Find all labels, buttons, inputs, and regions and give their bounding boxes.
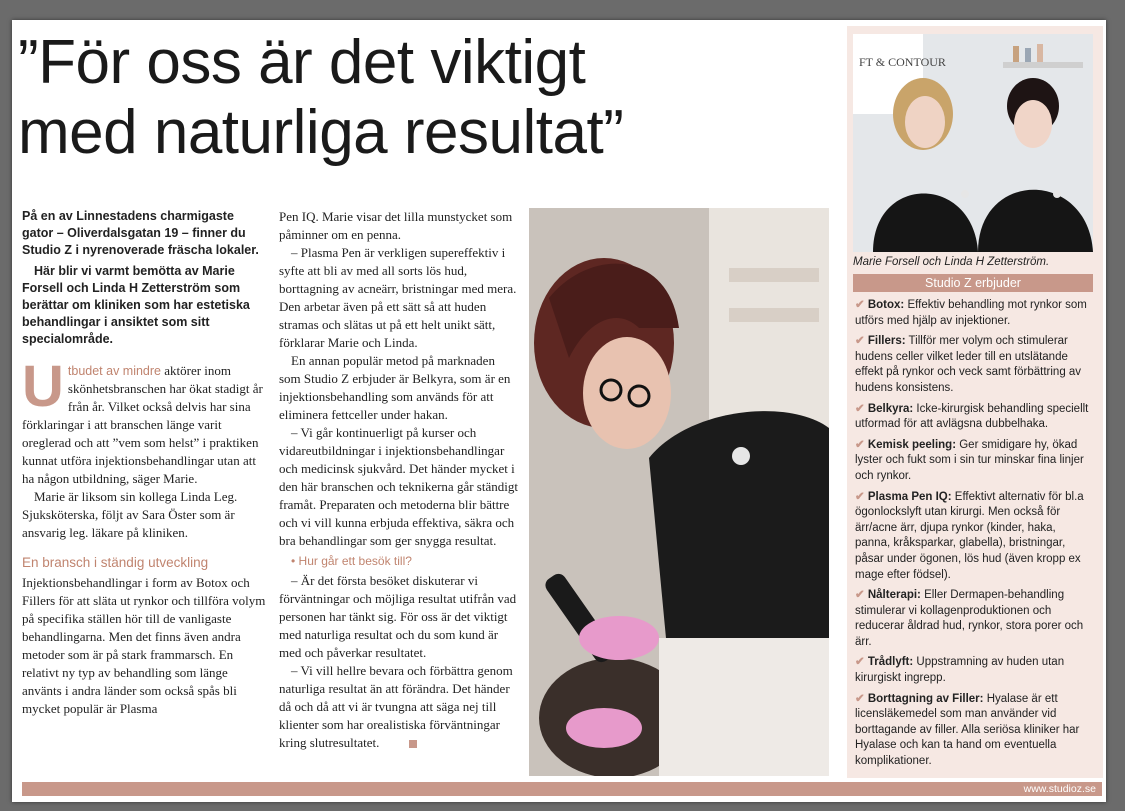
body-paragraph-9-text: – Vi vill hellre bevara och förbättra genom naturliga resultat än att förändra. Det händer då och då att vi är tvungna att säga nej till klienter som har orealistiska förväntningar kring slutresultatet.	[279, 663, 513, 750]
article-column-1	[22, 208, 267, 718]
service-description: Tillför mer volym och stimulerar hudens celler vilket leder till en utslätande effekt på rynkor och veck samt förbättring av hudens konsistens.	[855, 335, 1082, 394]
body-intro	[22, 354, 267, 488]
service-list	[855, 298, 1093, 775]
service-name: Nålterapi:	[867, 589, 921, 602]
service-name: Belkyra:	[867, 402, 914, 415]
service-name: Trådlyft:	[867, 656, 914, 669]
service-item	[855, 692, 1093, 770]
staff-photo	[853, 34, 1093, 252]
service-name: Plasma Pen IQ:	[867, 490, 952, 503]
headline-line-2: med naturliga resultat”	[18, 98, 624, 167]
service-item	[855, 655, 1093, 686]
salon-sign-text: FT & CONTOUR	[859, 55, 946, 69]
lead-paragraph-1: På en av Linnestadens charmigaste gator – Oliverdalsgatan 19 – finner du Studio Z i nyrenoverade fräscha lokaler.	[22, 209, 259, 257]
check-icon: ✔	[855, 589, 865, 602]
lead-in-text: tbudet av mindre	[67, 364, 161, 378]
body-paragraph-4: Pen IQ. Marie visar det lilla munstycket som påminner om en penna.	[279, 209, 513, 242]
service-item	[855, 298, 1093, 329]
check-icon: ✔	[855, 490, 865, 503]
check-icon: ✔	[855, 402, 865, 415]
service-name: Botox:	[867, 299, 905, 311]
service-name: Fillers:	[867, 335, 906, 348]
service-description: Hyalase är ett licensläkemedel som man använder vid borttagande av filler. Alla seriösa kliniker har Hyalase och kan ta hand om eventuella komplikationer.	[855, 692, 1080, 768]
service-item	[855, 588, 1093, 650]
body-paragraph-5: – Plasma Pen är verkligen supereffektiv i syfte att bli av med all sorts lös hud, borttagning av acneärr, bristningar med mera. Den arbetar även på ett sätt så att huden stramas och slätas ut på ett helt unikt sätt, förklarar Marie och Linda.	[279, 245, 517, 350]
check-icon: ✔	[855, 299, 865, 311]
service-item	[855, 402, 1093, 433]
check-icon: ✔	[855, 438, 865, 451]
photo-caption: Marie Forsell och Linda H Zetterström.	[853, 256, 1050, 268]
lead-paragraph-2: Här blir vi varmt bemötta av Marie Forsell och Linda H Zetterström som berättar om kliniken som har estetiska behandlingar i ansiktet som sitt specialområde.	[22, 264, 250, 346]
footer-bar	[22, 782, 1102, 796]
body-paragraph-1: aktörer inom skönhetsbranschen har ökat stadigt år från år. Vilket också delvis har sina förklaringar i att branschen länge varit oreglerad och att ”vem som helst” i praktiken kunnat utföra injektionsbehandlingar utan att ha någon utbildning, säger Marie.	[22, 363, 263, 486]
body-paragraph-7: – Vi går kontinuerligt på kurser och vidareutbildningar i injektionsbehandlingar och medicinsk sjukvård. Det händer mycket i den här branschen och teknikerna går ständigt framåt. Preparaten och metoderna blir bättre och vi vill kunna erbjuda effektiva, säkra och bra behandlingar som ger snygga resultat.	[279, 425, 518, 548]
service-name: Kemisk peeling:	[867, 438, 957, 451]
offers-header: Studio Z erbjuder	[853, 274, 1093, 292]
body-paragraph-3: Injektionsbehandlingar i form av Botox och Fillers för att släta ut rynkor och tillföra volym på specifika ställen hör till de vanligaste behandlingarna. Men det finns även andra metoder som är på stark frammarsch. En relativt ny typ av behandling som länge använts i andra länder som också spås bli mycket populär är Plasma	[22, 575, 266, 716]
headline	[18, 28, 838, 168]
end-mark	[409, 740, 417, 748]
headline-line-1: ”För oss är det viktigt	[18, 28, 586, 97]
subheading: En bransch i ständig utveckling	[22, 555, 209, 570]
question-heading: • Hur går ett besök till?	[291, 554, 412, 568]
service-description: Icke-kirurgisk behandling speciellt utformad för att avlägsna dubbelhaka.	[855, 402, 1089, 431]
body-paragraph-6: En annan populär metod på marknaden som Studio Z erbjuder är Belkyra, som är en injektionsbehandling som används för att eliminera fettceller under hakan.	[279, 353, 511, 422]
service-description: Effektivt alternativ för bl.a ögonlockslyft utan kirurgi. Men också för ärr/acne ärr, djupa rynkor (kinder, haka, panna, kråksparkar, glabella), bristningar, påsar under ögonen, lös hud (även kropp ex mage efter födsel).	[855, 490, 1084, 581]
body-paragraph-9	[279, 662, 519, 752]
body-paragraph-8: – Är det första besöket diskuterar vi förväntningar och möjliga resultat utifrån vad personen har tänkt sig. För oss är det viktigt med naturliga resultat och du som kund är med och påverkar resultatet.	[279, 573, 517, 660]
drop-cap: U	[22, 354, 64, 419]
service-description: Ger smidigare hy, ökad lyster och fukt som i sin tur minskar fina linjer och rynkor.	[855, 438, 1084, 482]
website-url: www.studioz.se	[1023, 783, 1096, 795]
magazine-page	[12, 20, 1106, 802]
service-item	[855, 438, 1093, 485]
service-item	[855, 334, 1093, 396]
treatment-photo	[529, 208, 829, 776]
staff-photo-illustration	[853, 34, 1093, 252]
treatment-photo-illustration	[529, 208, 829, 776]
service-name: Borttagning av Filler:	[867, 692, 984, 705]
service-description: Uppstramning av huden utan kirurgiskt ingrepp.	[855, 656, 1065, 685]
service-description: Effektiv behandling mot rynkor som utförs med hjälp av injektioner.	[855, 299, 1087, 327]
body-paragraph-2: Marie är liksom sin kollega Linda Leg. Sjuksköterska, följt av Sara Öster som är ansvarig leg. läkare på kliniken.	[22, 489, 238, 540]
article-column-2	[279, 208, 519, 752]
check-icon: ✔	[855, 692, 865, 705]
service-item	[855, 490, 1093, 584]
service-description: Eller Dermapen-behandling stimulerar vi kollagenproduktionen och reducerar åldrad hud, rynkor, stora porer och ärr.	[855, 589, 1084, 648]
offers-sidebar	[847, 26, 1103, 778]
check-icon: ✔	[855, 335, 865, 348]
check-icon: ✔	[855, 656, 865, 669]
